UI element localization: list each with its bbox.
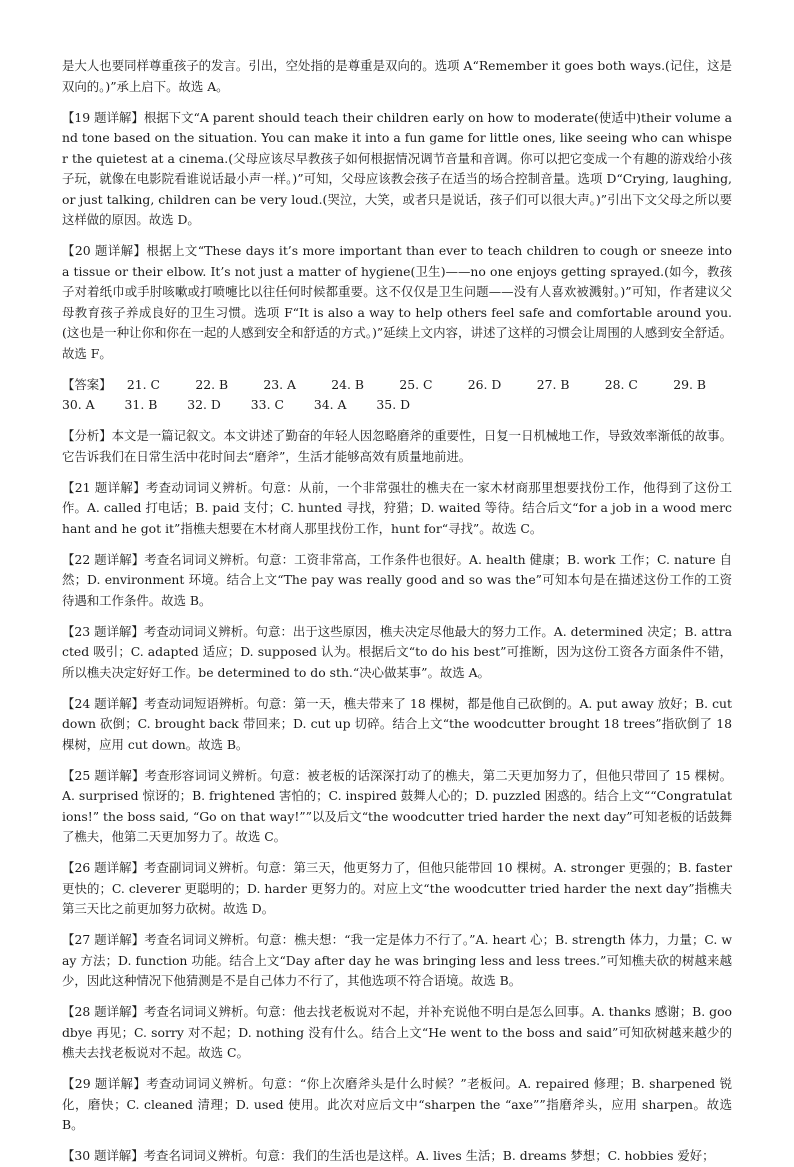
paragraph-continuation: 是大人也要同样尊重孩子的发言。引出，空处指的是尊重是双向的。选项 A“Remember it goes both ways.(记住，这是双向的。)”承上启下。故选 A。 [62,58,732,94]
paragraph-q25-explanation: 【25 题详解】考查形容词词义辨析。句意：被老板的话深深打动了的樵夫，第二天更加努力了，但他只带回了 15 棵树。A. surprised 惊讶的；B. frightened 害怕的；C. inspired 鼓舞人心的；D. puzzled 困惑的。结合上文““Congratulations!” the boss said, “Go on that way!””以及后文“the woodcutter tried harder the next day”可知老板的话鼓舞了樵夫，他第二天更加努力了。故选 C。 [62,767,732,844]
answer-item: 24. B [331,376,365,392]
paragraph-q20-explanation: 【20 题详解】根据上文“These days it’s more important than ever to teach children to cough or sneeze into a tissue or their elbow. It’s not just a matter of hygiene(卫生)——no one enjoys getting sprayed.(如今，教孩子对着纸巾或手肘咳嗽或打喷嚏比以往任何时候都重要。这不仅仅是卫生问题——没有人喜欢被溅射。)”可知，作者建议父母教育孩子养成良好的卫生习惯。选项 F“It is also a way to help others feel safe and comfortable around you.(这也是一种让你和你在一起的人感到安全和舒适的方式。)”延续上文内容，讲述了这样的习惯会让周围的人感到安全舒适。故选 F。 [62,243,732,361]
answer-item: 27. B [536,376,570,392]
paragraph-q26-explanation: 【26 题详解】考查副词词义辨析。句意：第三天，他更努力了，但他只能带回 10 棵树。A. stronger 更强的；B. faster 更快的；C. cleverer 更聪明的；D. harder 更努力的。对应上文“the woodcutter tried harder the next day”指樵夫第三天比之前更加努力砍树。故选 D。 [62,860,732,916]
answer-item: 25. C [399,376,433,392]
paragraph-q22-explanation: 【22 题详解】考查名词词义辨析。句意：工资非常高，工作条件也很好。A. health 健康；B. work 工作；C. nature 自然；D. environment 环境。结合上文“The pay was really good and so was the”可知本句是在描述这份工作的工资待遇和工作条件。故选 B。 [62,551,732,608]
paragraph-q29-explanation: 【29 题详解】考查动词词义辨析。句意：“你上次磨斧头是什么时候？”老板问。A. repaired 修理；B. sharpened 锐化，磨快；C. cleaned 清理；D. used 使用。此次对应后文中“sharpen the “axe””指磨斧头，应用 sharpen。故选 B。 [62,1076,732,1132]
paragraph-q30-explanation: 【30 题详解】考查名词词义辨析。句意：我们的生活也是这样。A. lives 生活；B. dreams 梦想；C. hobbies 爱好； [62,1148,715,1163]
answer-item: 34. A [313,397,347,412]
answer-key-label: 【答案】 [62,376,112,392]
answer-item: 30. A [62,397,95,412]
answer-item: 26. D [467,376,502,392]
paragraph-q21-explanation: 【21 题详解】考查动词词义辨析。句意：从前，一个非常强壮的樵夫在一家木材商那里想要找份工作，他得到了这份工作。A. called 打电话；B. paid 支付；C. hunted 寻找，狩猎；D. waited 等待。结合后文“for a job in a wood merchant and he got it”指樵夫想要在木材商人那里找份工作，hunt for“寻找”。故选 C。 [62,479,732,536]
answer-item: 23. A [263,376,296,392]
answer-item: 28. C [604,376,638,392]
answer-key [62,375,732,416]
answer-item: 32. D [187,397,221,412]
answer-item: 22. B [195,376,229,392]
paragraph-q24-explanation: 【24 题详解】考查动词短语辨析。句意：第一天，樵夫带来了 18 棵树，都是他自己砍倒的。A. put away 放好；B. cut down 砍倒；C. brought back 带回来；D. cut up 切碎。结合上文“the woodcutter brought 18 trees”指砍倒了 18 棵树，应用 cut down。故选 B。 [62,695,732,752]
answer-item: 21. C [126,376,160,392]
paragraph-q28-explanation: 【28 题详解】考查名词词义辨析。句意：他去找老板说对不起，并补充说他不明白是怎么回事。A. thanks 感谢；B. goodbye 再见；C. sorry 对不起；D. nothing 没有什么。结合上文“He went to the boss and said”可知砍树越来越少的樵夫去找老板说对不起。故选 C。 [62,1004,732,1060]
paragraph-analysis: 【分析】本文是一篇记叙文。本文讲述了勤奋的年轻人因忽略磨斧的重要性，日复一日机械地工作，导致效率渐低的故事。它告诉我们在日常生活中花时间去“磨斧”，生活才能够高效有质量地前进。 [62,428,732,464]
answer-item: 31. B [124,397,158,412]
paragraph-q27-explanation: 【27 题详解】考查名词词义辨析。句意：樵夫想：“我一定是体力不行了。”A. heart 心；B. strength 体力，力量；C. way 方法；D. function 功能。结合上文“Day after day he was bringing less and less trees.”可知樵夫砍的树越来越少，因此这种情况下他猜测是不是自己体力不行了，其他选项不符合语境。故选 B。 [62,932,732,988]
answer-item: 35. D [376,397,411,412]
answer-item: 33. C [250,397,284,412]
paragraph-q23-explanation: 【23 题详解】考查动词词义辨析。句意：出于这些原因，樵夫决定尽他最大的努力工作。A. determined 决定；B. attracted 吸引；C. adapted 适应；D. supposed 认为。根据后文“to do his best”可推断，因为这份工资各方面条件不错，所以樵夫决定好好工作。be determined to do sth.“决心做某事”。故选 A。 [62,623,732,680]
paragraph-q19-explanation: 【19 题详解】根据下文“A parent should teach their children early on how to moderate(使适中)their volume and tone based on the situation. You can make it into a fun game for little ones, like seeing who can whisper the quietest at a cinema.(父母应该尽早教孩子如何根据情况调节音量和音调。你可以把它变成一个有趣的游戏给小孩子玩，就像在电影院看谁说话最小声一样。)”可知，父母应该教会孩子在适当的场合控制音量。选项 D“Crying, laughing, or just talking, children can be very loud.(哭泣，大笑，或者只是说话，孩子们可以很大声。)”引出下文父母之所以要这样做的原因。故选 D。 [62,109,732,227]
answer-item: 29. B [673,376,706,392]
